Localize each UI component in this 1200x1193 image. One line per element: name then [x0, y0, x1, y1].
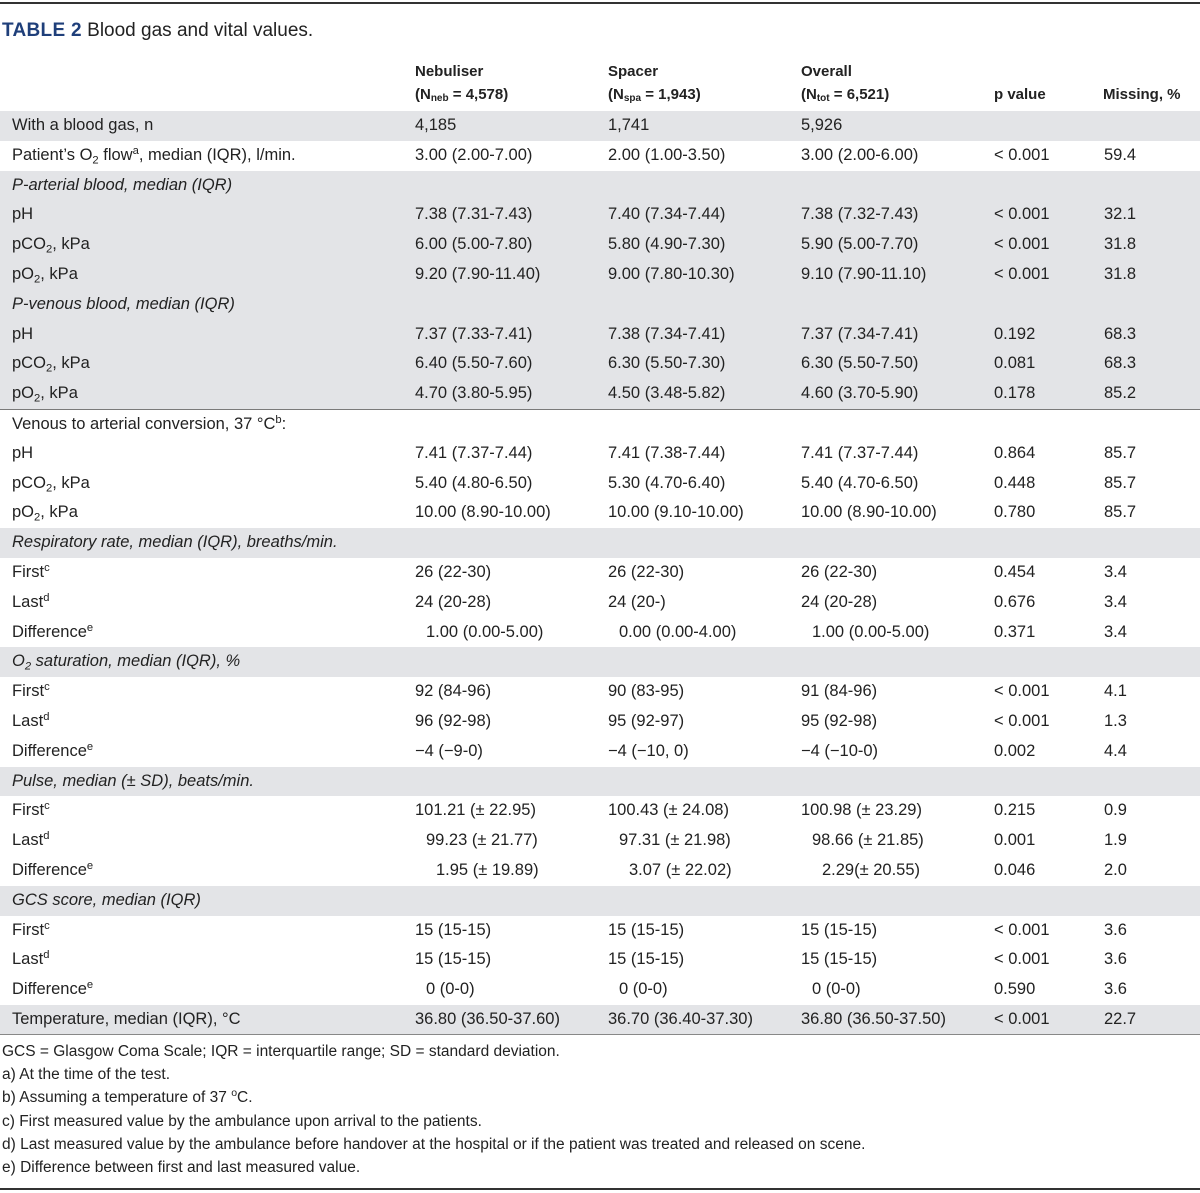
- row-label: pH: [12, 324, 34, 343]
- row-label: Difference$^e$: [12, 859, 94, 879]
- spacer-value: 100.43 (± 24.08): [608, 801, 729, 820]
- table-row: [0, 349, 1200, 379]
- row-label: pCO$_2$, kPa: [12, 235, 90, 256]
- row-label: First$^c$: [12, 680, 50, 701]
- missing-value: 3.4: [1104, 562, 1127, 581]
- p-value: 0.046: [994, 860, 1036, 879]
- footnotes: [2, 1040, 865, 1179]
- footnote: b) Assuming a temperature of 37 $^o$C.: [2, 1087, 253, 1107]
- row-label: pCO$_2$, kPa: [12, 473, 90, 494]
- table-row: [0, 1005, 1200, 1035]
- row-label: First$^c$: [12, 561, 50, 581]
- overall-value: 3.00 (2.00-6.00): [801, 145, 919, 164]
- spacer-value: 5.30 (4.70-6.40): [608, 473, 726, 492]
- section-header-row: [0, 767, 1200, 797]
- p-value: 0.081: [994, 354, 1036, 373]
- table-row: [0, 707, 1200, 737]
- row-label: Venous to arterial conversion, 37 $^\circ C^b$:: [12, 413, 287, 433]
- spacer-value: 26 (22-30): [608, 562, 685, 581]
- p-value: < 0.001: [994, 711, 1050, 730]
- overall-value: 100.98 (± 23.29): [801, 801, 922, 820]
- overall-value: 2.29(± 20.55): [822, 860, 921, 879]
- nebuliser-value: 7.38 (7.31-7.43): [415, 205, 533, 224]
- p-value: 0.215: [994, 801, 1036, 820]
- missing-value: 85.7: [1104, 473, 1137, 492]
- missing-value: 4.1: [1104, 682, 1127, 701]
- row-label: Difference$^e$: [12, 621, 94, 641]
- overall-value: 36.80 (36.50-37.50): [801, 1009, 946, 1028]
- table-header: [0, 60, 1200, 110]
- header-nebuliser: Nebuliser $(N_{neb} = 4,578)$: [415, 63, 509, 104]
- spacer-value: 7.38 (7.34-7.41): [608, 324, 726, 343]
- p-value: < 0.001: [994, 264, 1050, 283]
- nebuliser-value: 1.95 (± 19.89): [436, 860, 539, 879]
- table-row: [0, 916, 1200, 946]
- table-row: [0, 469, 1200, 499]
- missing-value: 68.3: [1104, 354, 1137, 373]
- header-spacer: Spacer $(N_{spa} = 1,943)$: [608, 63, 701, 104]
- p-value: < 0.001: [994, 920, 1050, 939]
- nebuliser-value: 6.40 (5.50-7.60): [415, 354, 533, 373]
- spacer-value: 3.07 (± 22.02): [629, 860, 732, 879]
- header-p-value: p value: [994, 86, 1046, 103]
- missing-value: 1.9: [1104, 831, 1127, 850]
- overall-value: 4.60 (3.70-5.90): [801, 384, 919, 403]
- table-row: [0, 826, 1200, 856]
- overall-value: 26 (22-30): [801, 562, 878, 581]
- spacer-value: 24 (20-): [608, 592, 666, 611]
- spacer-value: 0.00 (0.00-4.00): [619, 622, 737, 641]
- section-label: Respiratory rate, median (IQR), breaths/min.: [12, 533, 338, 552]
- p-value: < 0.001: [994, 682, 1050, 701]
- missing-value: 3.6: [1104, 950, 1127, 969]
- nebuliser-value: 7.37 (7.33-7.41): [415, 324, 533, 343]
- row-label: Last$^d$: [12, 949, 50, 969]
- section-label: $O_2$ saturation, median (IQR), %: [12, 652, 241, 673]
- p-value: < 0.001: [994, 235, 1050, 254]
- spacer-value: 7.41 (7.38-7.44): [608, 443, 726, 462]
- overall-value: 10.00 (8.90-10.00): [801, 503, 937, 522]
- overall-value: 9.10 (7.90-11.10): [801, 264, 927, 283]
- footnote: a) At the time of the test.: [2, 1066, 171, 1084]
- nebuliser-value: 4,185: [415, 116, 457, 134]
- p-value: < 0.001: [994, 1009, 1050, 1028]
- missing-value: 59.4: [1104, 145, 1137, 164]
- p-value: 0.780: [994, 503, 1036, 522]
- p-value: 0.371: [994, 622, 1036, 641]
- missing-value: 68.3: [1104, 324, 1137, 343]
- overall-value: 95 (92-98): [801, 711, 878, 730]
- row-label: Last$^d$: [12, 829, 50, 850]
- table-row: [0, 439, 1200, 469]
- nebuliser-value: 6.00 (5.00-7.80): [415, 235, 533, 254]
- row-label: Last$^d$: [12, 710, 50, 730]
- table-caption: [2, 19, 313, 43]
- overall-value: 24 (20-28): [801, 592, 878, 611]
- top-rule: [0, 2, 1200, 4]
- row-label: First$^c$: [12, 800, 50, 820]
- table-row: [0, 379, 1200, 409]
- missing-value: 3.4: [1104, 622, 1127, 641]
- spacer-value: 97.31 (± 21.98): [619, 831, 731, 850]
- nebuliser-value: 15 (15-15): [415, 920, 492, 939]
- p-value: 0.178: [994, 384, 1036, 403]
- spacer-value: −4 (−10, 0): [608, 741, 689, 760]
- nebuliser-value: 96 (92-98): [415, 711, 492, 730]
- table-row: [0, 320, 1200, 350]
- table-label: TABLE 2: [2, 20, 82, 41]
- row-label: Difference$^e$: [12, 740, 94, 760]
- missing-value: 31.8: [1104, 235, 1137, 254]
- spacer-value: 36.70 (36.40-37.30): [608, 1009, 753, 1028]
- table-body: [0, 111, 1200, 1035]
- nebuliser-value: 4.70 (3.80-5.95): [415, 384, 533, 403]
- nebuliser-value: 9.20 (7.90-11.40): [415, 264, 541, 283]
- row-label: With a blood gas, n: [12, 116, 154, 134]
- p-value: 0.676: [994, 592, 1036, 611]
- table-row: [0, 141, 1200, 171]
- table-row: [0, 945, 1200, 975]
- row-label: Difference$^e$: [12, 978, 94, 999]
- overall-value: 5,926: [801, 116, 843, 134]
- missing-value: 22.7: [1104, 1009, 1137, 1028]
- missing-value: 31.8: [1104, 264, 1137, 283]
- nebuliser-value: 36.80 (36.50-37.60): [415, 1009, 560, 1028]
- spacer-value: 1,741: [608, 116, 650, 134]
- row-label: pH: [12, 443, 34, 462]
- header-overall: Overall $(N_{tot} = 6,521)$: [801, 63, 890, 104]
- spacer-value: 7.40 (7.34-7.44): [608, 205, 726, 224]
- missing-value: 32.1: [1104, 205, 1137, 224]
- missing-value: 2.0: [1104, 860, 1127, 879]
- nebuliser-value: 92 (84-96): [415, 682, 492, 701]
- row-label: $pO_2$, kPa: [12, 503, 78, 524]
- spacer-value: 15 (15-15): [608, 920, 685, 939]
- missing-value: 85.7: [1104, 443, 1137, 462]
- section-header-row: [0, 290, 1200, 320]
- nebuliser-value: 0 (0-0): [426, 980, 475, 999]
- footnote: GCS = Glasgow Coma Scale; IQR = interquartile range; SD = standard deviation.: [2, 1043, 560, 1060]
- table-row: [0, 588, 1200, 618]
- nebuliser-value: 15 (15-15): [415, 950, 492, 969]
- nebuliser-value: 26 (22-30): [415, 562, 492, 581]
- table-row: [0, 796, 1200, 826]
- table-row: [0, 409, 1200, 439]
- p-value: 0.454: [994, 562, 1036, 581]
- overall-value: −4 (−10-0): [801, 741, 879, 760]
- overall-value: 7.37 (7.34-7.41): [801, 324, 919, 343]
- overall-value: 15 (15-15): [801, 920, 878, 939]
- table-row: [0, 200, 1200, 230]
- nebuliser-value: 7.41 (7.37-7.44): [415, 443, 533, 462]
- footnote: e) Difference between first and last measured value.: [2, 1159, 361, 1177]
- p-value: 0.192: [994, 324, 1036, 343]
- row-label: $pO_2$, kPa: [12, 264, 78, 286]
- row-label: Last$^d$: [12, 591, 50, 611]
- table-row: [0, 498, 1200, 528]
- nebuliser-value: 1.00 (0.00-5.00): [426, 622, 544, 641]
- missing-value: 3.4: [1104, 592, 1127, 611]
- footnote: c) First measured value by the ambulance upon arrival to the patients.: [2, 1112, 482, 1130]
- p-value: 0.590: [994, 980, 1036, 999]
- spacer-value: 0 (0-0): [619, 980, 668, 999]
- end-rule: [0, 1188, 1200, 1190]
- overall-value: 5.90 (5.00-7.70): [801, 235, 919, 254]
- table-row: [0, 111, 1200, 141]
- p-value: 0.448: [994, 473, 1036, 492]
- section-header-row: [0, 171, 1200, 201]
- nebuliser-value: −4 (−9-0): [415, 741, 483, 760]
- row-label: First$^c$: [12, 919, 50, 939]
- spacer-value: 5.80 (4.90-7.30): [608, 235, 726, 254]
- overall-value: 0 (0-0): [812, 980, 861, 999]
- header-missing: Missing, %: [1103, 86, 1181, 103]
- nebuliser-value: 5.40 (4.80-6.50): [415, 473, 533, 492]
- p-value: < 0.001: [994, 145, 1050, 164]
- section-label: P-arterial blood, median (IQR): [12, 175, 233, 194]
- table-row: [0, 260, 1200, 290]
- overall-value: 98.66 (± 21.85): [812, 831, 924, 850]
- spacer-value: 90 (83-95): [608, 682, 685, 701]
- row-label: Patient’s $O_2$ flow$^a$, median (IQR), l/min.: [12, 144, 296, 167]
- section-label: Pulse, median (± SD), beats/min.: [12, 771, 254, 790]
- overall-value: 5.40 (4.70-6.50): [801, 473, 919, 492]
- missing-value: 3.6: [1104, 920, 1127, 939]
- spacer-value: 9.00 (7.80-10.30): [608, 264, 735, 283]
- section-label: GCS score, median (IQR): [12, 890, 201, 909]
- p-value: < 0.001: [994, 950, 1050, 969]
- table-row: [0, 230, 1200, 260]
- section-header-row: [0, 528, 1200, 558]
- table-row: [0, 558, 1200, 588]
- table-row: [0, 975, 1200, 1005]
- overall-value: 7.41 (7.37-7.44): [801, 443, 919, 462]
- spacer-value: 95 (92-97): [608, 711, 685, 730]
- table-row: [0, 856, 1200, 886]
- overall-value: 6.30 (5.50-7.50): [801, 354, 919, 373]
- row-label: Temperature, median (IQR), °C: [12, 1009, 241, 1028]
- table-row: [0, 618, 1200, 648]
- missing-value: 0.9: [1104, 801, 1127, 820]
- missing-value: 3.6: [1104, 980, 1127, 999]
- nebuliser-value: 10.00 (8.90-10.00): [415, 503, 551, 522]
- spacer-value: 6.30 (5.50-7.30): [608, 354, 726, 373]
- p-value: < 0.001: [994, 205, 1050, 224]
- row-label: pH: [12, 205, 34, 224]
- table-row: [0, 737, 1200, 767]
- nebuliser-value: 24 (20-28): [415, 592, 492, 611]
- table-bottom-rule: [0, 1034, 1200, 1035]
- missing-value: 1.3: [1104, 711, 1127, 730]
- nebuliser-value: 101.21 (± 22.95): [415, 801, 536, 820]
- overall-value: 15 (15-15): [801, 950, 878, 969]
- table-title: Blood gas and vital values.: [87, 20, 314, 41]
- nebuliser-value: 99.23 (± 21.77): [426, 831, 538, 850]
- p-value: 0.002: [994, 741, 1036, 760]
- missing-value: 85.7: [1104, 503, 1137, 522]
- overall-value: 7.38 (7.32-7.43): [801, 205, 919, 224]
- p-value: 0.864: [994, 443, 1036, 462]
- spacer-value: 4.50 (3.48-5.82): [608, 384, 726, 403]
- overall-value: 91 (84-96): [801, 682, 878, 701]
- missing-value: 85.2: [1104, 384, 1137, 403]
- spacer-value: 10.00 (9.10-10.00): [608, 503, 744, 522]
- overall-value: 1.00 (0.00-5.00): [812, 622, 930, 641]
- table-row: [0, 677, 1200, 707]
- spacer-value: 2.00 (1.00-3.50): [608, 145, 726, 164]
- section-header-row: [0, 647, 1200, 677]
- spacer-value: 15 (15-15): [608, 950, 685, 969]
- row-label: pCO$_2$, kPa: [12, 354, 90, 375]
- p-value: 0.001: [994, 831, 1036, 850]
- nebuliser-value: 3.00 (2.00-7.00): [415, 145, 533, 164]
- section-header-row: [0, 886, 1200, 916]
- footnote: d) Last measured value by the ambulance before handover at the hospital or if the patient was treated and released on scene.: [2, 1135, 866, 1153]
- section-label: P-venous blood, median (IQR): [12, 294, 235, 313]
- row-label: $pO_2$, kPa: [12, 384, 78, 405]
- missing-value: 4.4: [1104, 741, 1127, 760]
